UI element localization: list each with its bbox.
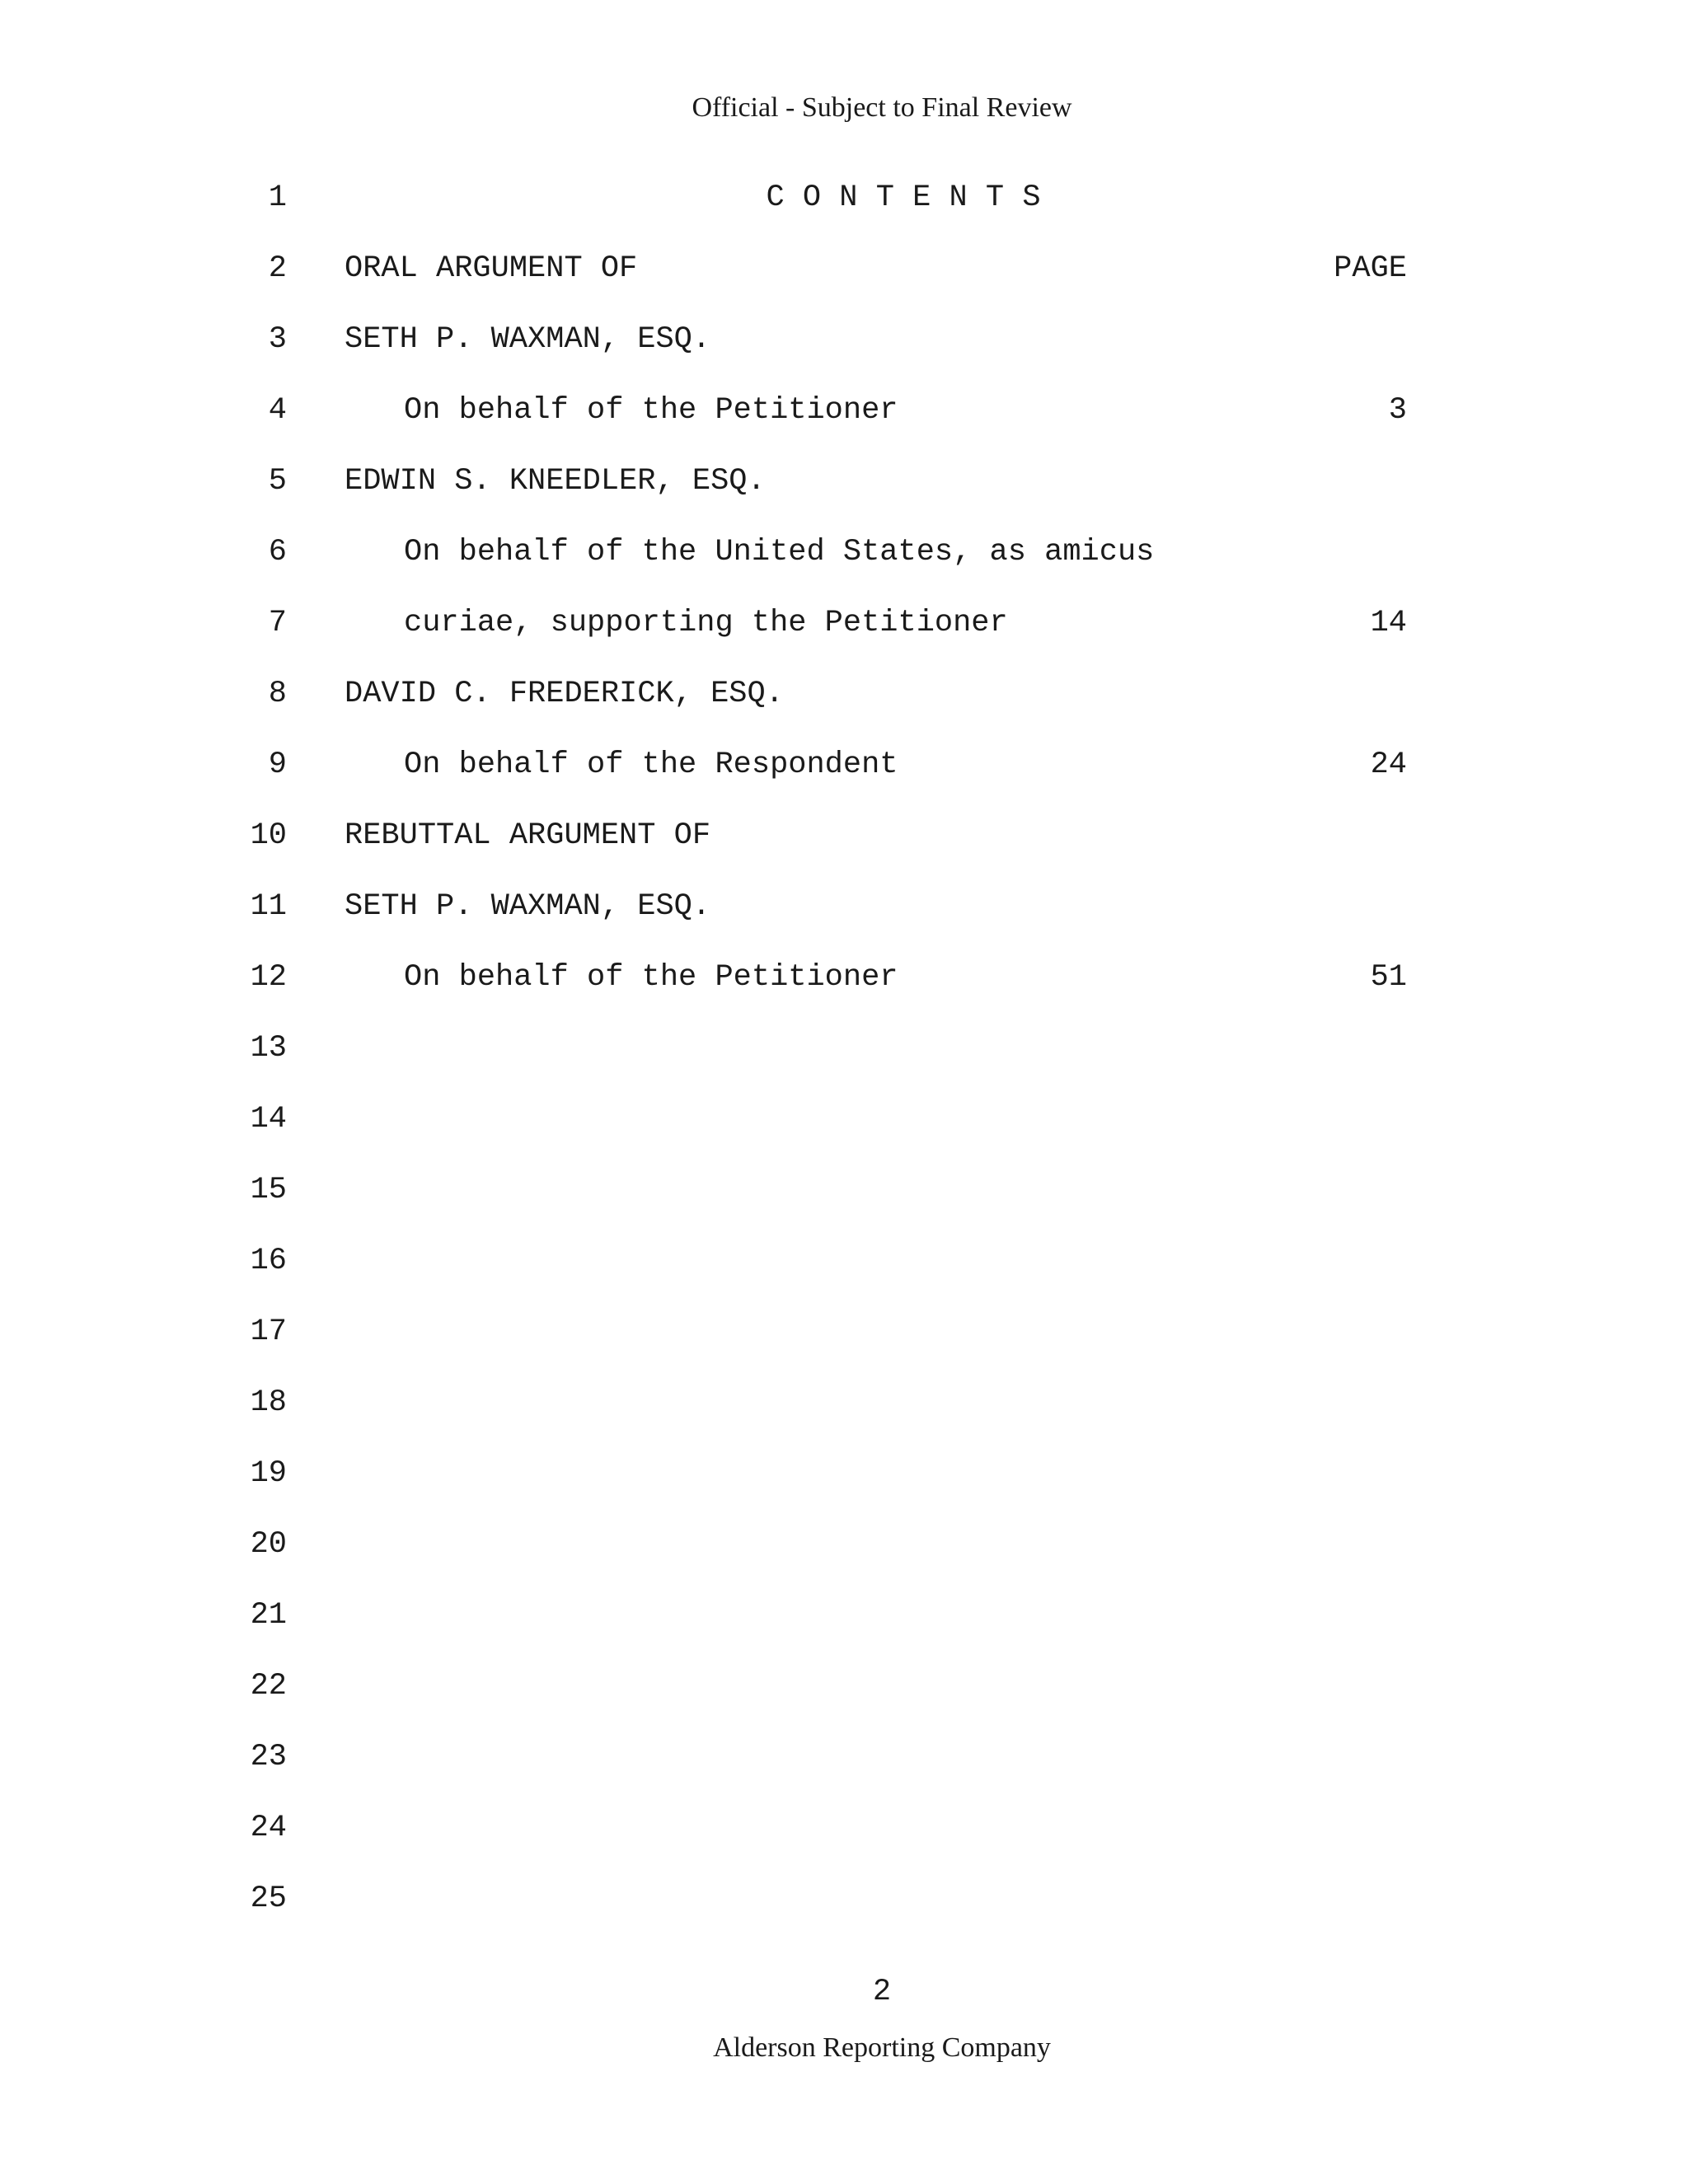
- line-number: 5: [268, 464, 287, 499]
- transcript-line-3: [0, 316, 1688, 387]
- transcript-line-1: [0, 175, 1688, 246]
- transcript-line-8: [0, 671, 1688, 742]
- line-number: 8: [268, 677, 287, 711]
- transcript-line-13: [0, 1025, 1688, 1096]
- line-number: 11: [250, 889, 287, 924]
- line-number: 24: [250, 1811, 287, 1845]
- transcript-line-12: [0, 954, 1688, 1025]
- transcript-line-17: [0, 1309, 1688, 1380]
- page-reference: 14: [1370, 606, 1407, 640]
- line-number: 16: [250, 1244, 287, 1278]
- line-number: 15: [250, 1173, 287, 1207]
- line-text: ORAL ARGUMENT OF: [345, 251, 638, 286]
- line-text: DAVID C. FREDERICK, ESQ.: [345, 677, 784, 711]
- transcript-line-21: [0, 1592, 1688, 1663]
- page-reference: 3: [1388, 393, 1407, 428]
- transcript-line-19: [0, 1451, 1688, 1521]
- line-text: REBUTTAL ARGUMENT OF: [345, 818, 711, 853]
- line-text: curiae, supporting the Petitioner: [404, 606, 1008, 640]
- line-number: 12: [250, 960, 287, 995]
- line-number: 19: [250, 1456, 287, 1491]
- page-header: Official - Subject to Final Review: [692, 92, 1072, 123]
- transcript-line-22: [0, 1663, 1688, 1734]
- page-footer: Alderson Reporting Company: [713, 2032, 1051, 2063]
- transcript-line-24: [0, 1805, 1688, 1876]
- transcript-line-6: [0, 529, 1688, 600]
- transcript-line-2: [0, 246, 1688, 316]
- line-text: SETH P. WAXMAN, ESQ.: [345, 322, 711, 357]
- transcript-line-16: [0, 1238, 1688, 1309]
- line-number: 13: [250, 1031, 287, 1066]
- transcript-line-10: [0, 813, 1688, 883]
- transcript-line-14: [0, 1096, 1688, 1167]
- line-number: 18: [250, 1385, 287, 1420]
- line-text: On behalf of the Petitioner: [404, 960, 898, 995]
- line-number: 22: [250, 1669, 287, 1704]
- line-number: 21: [250, 1598, 287, 1633]
- line-number: 3: [268, 322, 287, 357]
- line-text: On behalf of the United States, as amicus: [404, 535, 1155, 569]
- page-reference: 51: [1370, 960, 1407, 995]
- line-number: 17: [250, 1315, 287, 1349]
- line-text: SETH P. WAXMAN, ESQ.: [345, 889, 711, 924]
- line-text: On behalf of the Respondent: [404, 748, 898, 782]
- line-number: 9: [268, 748, 287, 782]
- line-number: 2: [268, 251, 287, 286]
- transcript-line-25: [0, 1876, 1688, 1947]
- contents-heading: C O N T E N T S: [766, 180, 1041, 215]
- line-number: 10: [250, 818, 287, 853]
- line-number: 25: [250, 1882, 287, 1916]
- transcript-line-4: [0, 387, 1688, 458]
- line-number: 14: [250, 1102, 287, 1137]
- page-column-heading: PAGE: [1334, 251, 1407, 286]
- line-number: 23: [250, 1740, 287, 1774]
- line-number: 7: [268, 606, 287, 640]
- page-reference: 24: [1370, 748, 1407, 782]
- line-number: 1: [268, 180, 287, 215]
- transcript-line-5: [0, 458, 1688, 529]
- line-number: 20: [250, 1527, 287, 1562]
- page-number: 2: [872, 1975, 892, 2009]
- transcript-line-7: [0, 600, 1688, 671]
- line-number: 6: [268, 535, 287, 569]
- transcript-line-18: [0, 1380, 1688, 1451]
- transcript-line-11: [0, 883, 1688, 954]
- transcript-line-23: [0, 1734, 1688, 1805]
- line-text: On behalf of the Petitioner: [404, 393, 898, 428]
- transcript-line-9: [0, 742, 1688, 813]
- line-text: EDWIN S. KNEEDLER, ESQ.: [345, 464, 766, 499]
- line-number: 4: [268, 393, 287, 428]
- transcript-line-20: [0, 1521, 1688, 1592]
- transcript-line-15: [0, 1167, 1688, 1238]
